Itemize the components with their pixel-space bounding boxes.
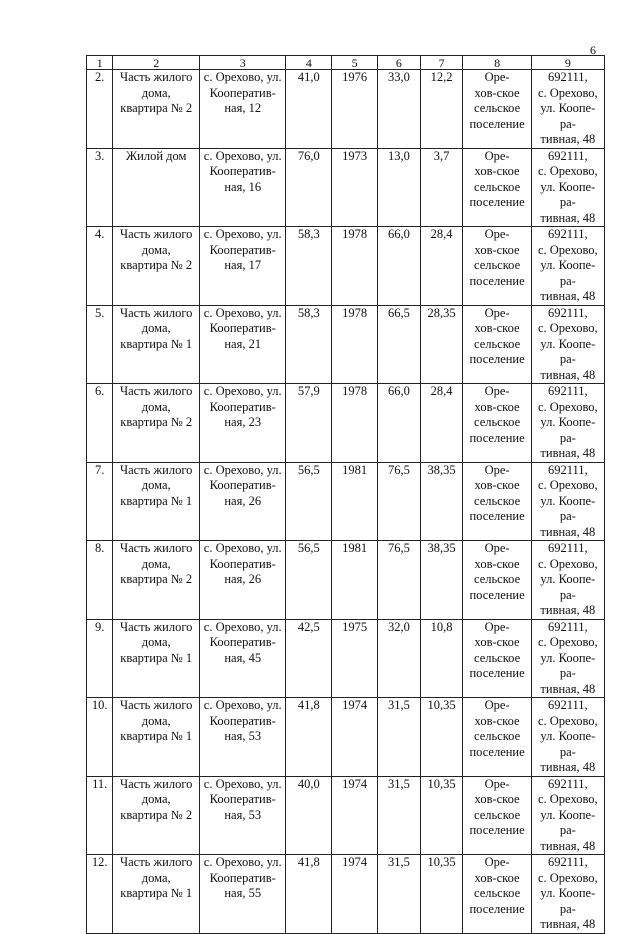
cell-owner: Оре- хов-ское сельское поселение <box>463 855 531 934</box>
cell-number: 2. <box>87 70 113 149</box>
cell-number: 10. <box>87 698 113 777</box>
cell-holder: 692111, с. Орехово, ул. Коопе-ра- тивная, 48 <box>531 384 604 463</box>
cell-area: 58,3 <box>286 227 332 306</box>
cell-holder: 692111, с. Орехово, ул. Коопе-ра- тивная, 48 <box>531 70 604 149</box>
table-row <box>87 541 605 620</box>
cell-owner: Оре- хов-ское сельское поселение <box>463 384 531 463</box>
table-row <box>87 855 605 934</box>
page-number: 6 <box>590 43 596 57</box>
table-row <box>87 619 605 698</box>
cell-holder: 692111, с. Орехово, ул. Коопе-ра- тивная, 48 <box>531 855 604 934</box>
cell-address: с. Орехово, ул. Кооператив- ная, 12 <box>199 70 286 149</box>
cell-col6: 76,5 <box>378 462 421 541</box>
cell-col7: 28,4 <box>420 227 463 306</box>
cell-year: 1978 <box>332 305 378 384</box>
cell-object: Часть жилого дома, квартира № 1 <box>113 698 200 777</box>
table-row <box>87 148 605 227</box>
cell-owner: Оре- хов-ское сельское поселение <box>463 619 531 698</box>
cell-holder: 692111, с. Орехово, ул. Коопе-ра- тивная, 48 <box>531 776 604 855</box>
cell-col7: 10,35 <box>420 698 463 777</box>
cell-object: Часть жилого дома, квартира № 1 <box>113 855 200 934</box>
column-header: 3 <box>199 56 286 70</box>
cell-holder: 692111, с. Орехово, ул. Коопе-ра- тивная, 48 <box>531 462 604 541</box>
column-header: 6 <box>378 56 421 70</box>
cell-year: 1978 <box>332 384 378 463</box>
cell-number: 6. <box>87 384 113 463</box>
cell-address: с. Орехово, ул. Кооператив- ная, 26 <box>199 541 286 620</box>
cell-area: 56,5 <box>286 462 332 541</box>
cell-area: 58,3 <box>286 305 332 384</box>
cell-owner: Оре- хов-ское сельское поселение <box>463 776 531 855</box>
column-header: 5 <box>332 56 378 70</box>
cell-address: с. Орехово, ул. Кооператив- ная, 21 <box>199 305 286 384</box>
cell-area: 41,0 <box>286 70 332 149</box>
cell-col6: 33,0 <box>378 70 421 149</box>
cell-area: 42,5 <box>286 619 332 698</box>
cell-number: 7. <box>87 462 113 541</box>
cell-col7: 38,35 <box>420 541 463 620</box>
cell-year: 1973 <box>332 148 378 227</box>
column-header: 4 <box>286 56 332 70</box>
cell-year: 1975 <box>332 619 378 698</box>
cell-year: 1976 <box>332 70 378 149</box>
cell-col7: 28,4 <box>420 384 463 463</box>
table-row <box>87 384 605 463</box>
cell-col7: 10,35 <box>420 776 463 855</box>
cell-col7: 28,35 <box>420 305 463 384</box>
cell-owner: Оре- хов-ское сельское поселение <box>463 698 531 777</box>
cell-holder: 692111, с. Орехово, ул. Коопе-ра- тивная, 48 <box>531 698 604 777</box>
cell-col7: 10,35 <box>420 855 463 934</box>
table-row <box>87 227 605 306</box>
cell-address: с. Орехово, ул. Кооператив- ная, 16 <box>199 148 286 227</box>
cell-year: 1981 <box>332 541 378 620</box>
cell-area: 41,8 <box>286 855 332 934</box>
cell-col6: 66,5 <box>378 305 421 384</box>
cell-owner: Оре- хов-ское сельское поселение <box>463 70 531 149</box>
cell-holder: 692111, с. Орехово, ул. Коопе-ра- тивная, 48 <box>531 619 604 698</box>
column-header: 9 <box>531 56 604 70</box>
cell-col7: 12,2 <box>420 70 463 149</box>
cell-year: 1978 <box>332 227 378 306</box>
table-row <box>87 776 605 855</box>
cell-object: Часть жилого дома, квартира № 2 <box>113 70 200 149</box>
cell-holder: 692111, с. Орехово, ул. Коопе-ра- тивная, 48 <box>531 305 604 384</box>
cell-area: 57,9 <box>286 384 332 463</box>
column-header: 1 <box>87 56 113 70</box>
cell-owner: Оре- хов-ское сельское поселение <box>463 305 531 384</box>
cell-object: Часть жилого дома, квартира № 1 <box>113 619 200 698</box>
cell-col6: 31,5 <box>378 855 421 934</box>
cell-owner: Оре- хов-ское сельское поселение <box>463 541 531 620</box>
cell-number: 5. <box>87 305 113 384</box>
cell-object: Жилой дом <box>113 148 200 227</box>
cell-holder: 692111, с. Орехово, ул. Коопе-ра- тивная, 48 <box>531 541 604 620</box>
cell-col6: 32,0 <box>378 619 421 698</box>
property-table <box>86 55 605 934</box>
cell-address: с. Орехово, ул. Кооператив- ная, 17 <box>199 227 286 306</box>
cell-year: 1974 <box>332 855 378 934</box>
cell-col6: 66,0 <box>378 384 421 463</box>
cell-address: с. Орехово, ул. Кооператив- ная, 45 <box>199 619 286 698</box>
cell-holder: 692111, с. Орехово, ул. Коопе-ра- тивная, 48 <box>531 227 604 306</box>
cell-area: 56,5 <box>286 541 332 620</box>
cell-address: с. Орехово, ул. Кооператив- ная, 55 <box>199 855 286 934</box>
cell-number: 12. <box>87 855 113 934</box>
cell-object: Часть жилого дома, квартира № 2 <box>113 227 200 306</box>
column-header: 8 <box>463 56 531 70</box>
cell-col6: 76,5 <box>378 541 421 620</box>
cell-area: 41,8 <box>286 698 332 777</box>
cell-col6: 13,0 <box>378 148 421 227</box>
cell-number: 3. <box>87 148 113 227</box>
cell-area: 76,0 <box>286 148 332 227</box>
table-row <box>87 698 605 777</box>
cell-col7: 3,7 <box>420 148 463 227</box>
cell-number: 4. <box>87 227 113 306</box>
table-body <box>87 56 605 934</box>
cell-col7: 38,35 <box>420 462 463 541</box>
cell-address: с. Орехово, ул. Кооператив- ная, 53 <box>199 698 286 777</box>
cell-col6: 66,0 <box>378 227 421 306</box>
cell-number: 9. <box>87 619 113 698</box>
table-row <box>87 70 605 149</box>
cell-object: Часть жилого дома, квартира № 2 <box>113 541 200 620</box>
cell-address: с. Орехово, ул. Кооператив- ная, 53 <box>199 776 286 855</box>
table-header-row <box>87 56 605 70</box>
cell-year: 1974 <box>332 776 378 855</box>
table-row <box>87 462 605 541</box>
cell-owner: Оре- хов-ское сельское поселение <box>463 227 531 306</box>
cell-area: 40,0 <box>286 776 332 855</box>
cell-col6: 31,5 <box>378 776 421 855</box>
cell-col7: 10,8 <box>420 619 463 698</box>
column-header: 7 <box>420 56 463 70</box>
cell-number: 8. <box>87 541 113 620</box>
cell-object: Часть жилого дома, квартира № 2 <box>113 384 200 463</box>
cell-year: 1974 <box>332 698 378 777</box>
cell-owner: Оре- хов-ское сельское поселение <box>463 462 531 541</box>
cell-holder: 692111, с. Орехово, ул. Коопе-ра- тивная, 48 <box>531 148 604 227</box>
cell-owner: Оре- хов-ское сельское поселение <box>463 148 531 227</box>
cell-address: с. Орехово, ул. Кооператив- ная, 23 <box>199 384 286 463</box>
cell-object: Часть жилого дома, квартира № 1 <box>113 462 200 541</box>
column-header: 2 <box>113 56 200 70</box>
cell-object: Часть жилого дома, квартира № 1 <box>113 305 200 384</box>
table-row <box>87 305 605 384</box>
cell-address: с. Орехово, ул. Кооператив- ная, 26 <box>199 462 286 541</box>
cell-number: 11. <box>87 776 113 855</box>
cell-object: Часть жилого дома, квартира № 2 <box>113 776 200 855</box>
cell-col6: 31,5 <box>378 698 421 777</box>
cell-year: 1981 <box>332 462 378 541</box>
